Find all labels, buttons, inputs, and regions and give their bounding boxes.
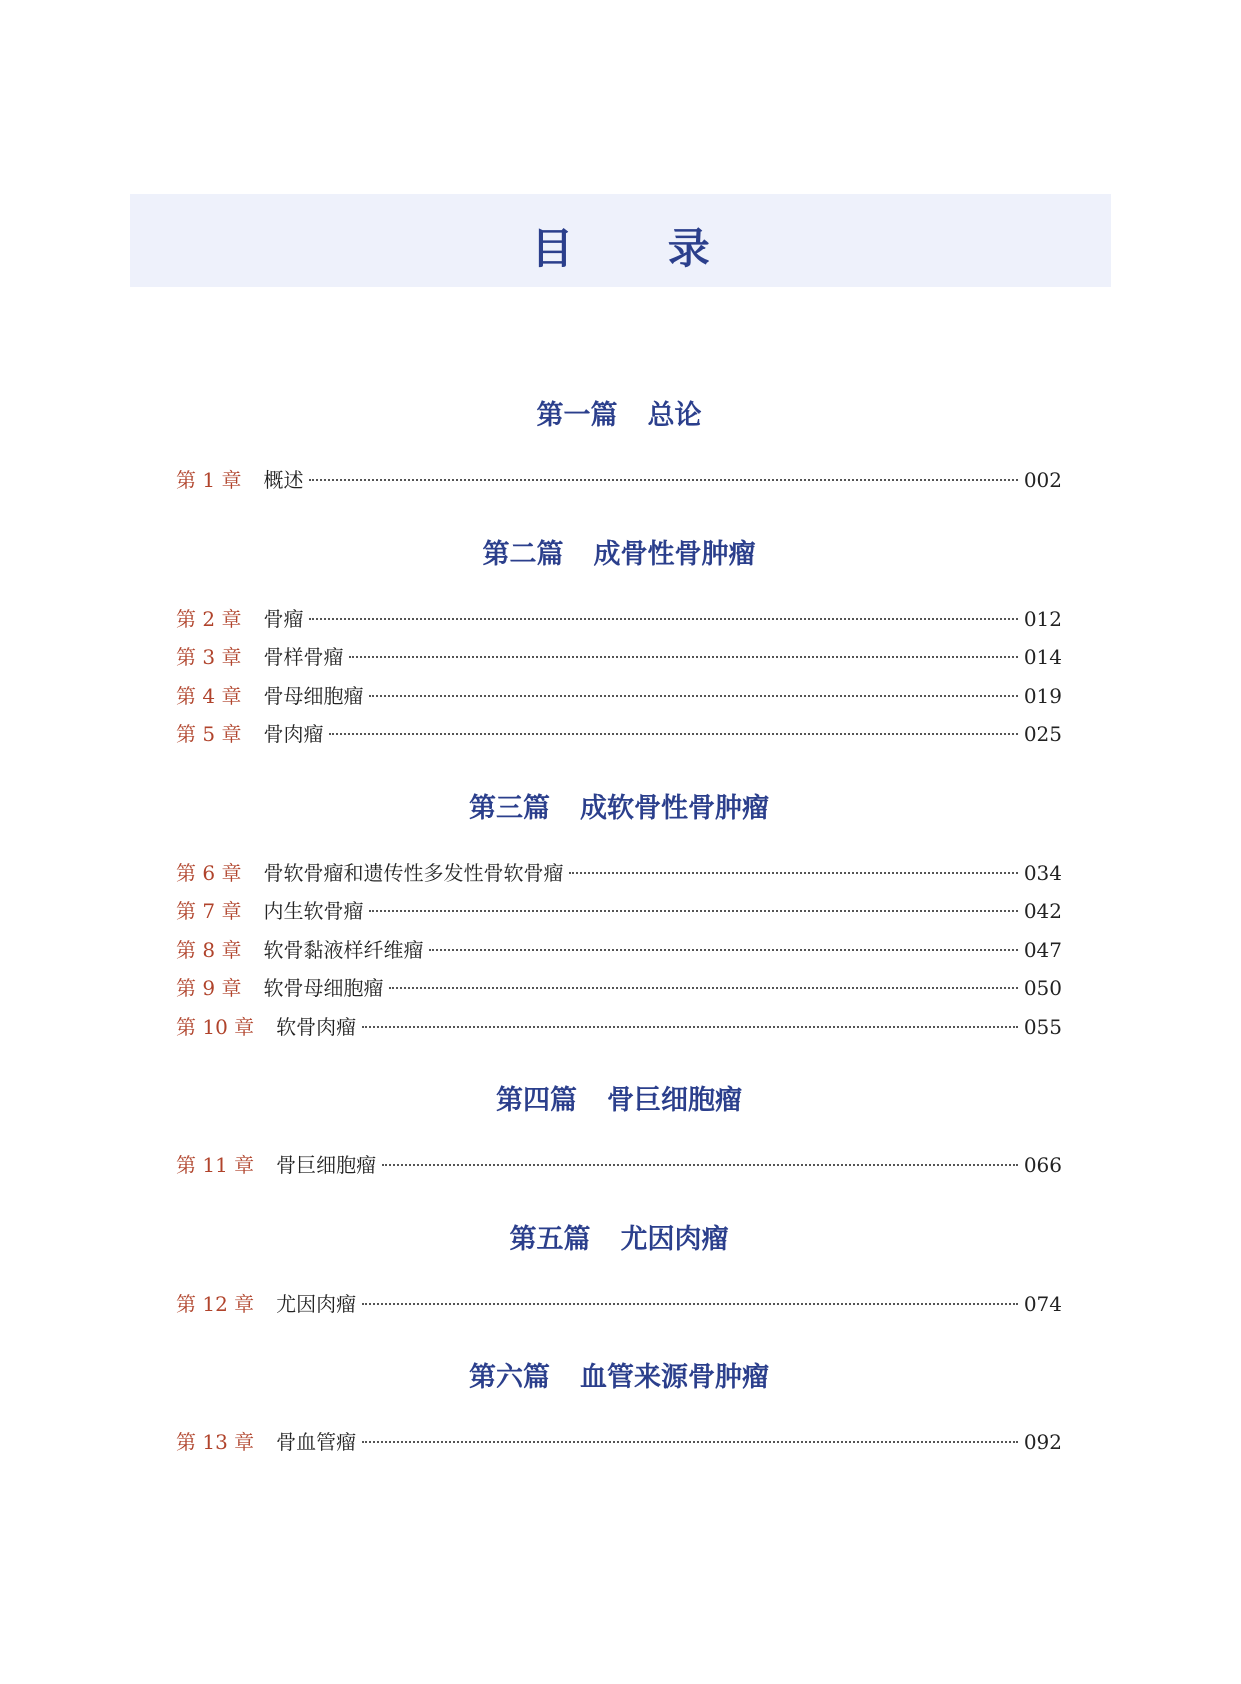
part-name: 成软骨性骨肿瘤 xyxy=(580,792,769,824)
toc-chapter-row[interactable] xyxy=(176,1008,1062,1047)
dot-leader xyxy=(349,656,1017,658)
page-number: 092 xyxy=(1023,1430,1062,1454)
page-number: 042 xyxy=(1023,899,1062,923)
dot-leader xyxy=(382,1164,1018,1166)
chapter-number: 第 12 章 xyxy=(176,1291,255,1316)
dot-leader xyxy=(329,733,1017,735)
chapter-number: 第 10 章 xyxy=(176,1014,255,1039)
part-label: 第一篇 xyxy=(536,400,618,431)
page-number: 014 xyxy=(1023,645,1062,669)
part-heading xyxy=(176,395,1062,437)
page-title: 目 录 xyxy=(531,224,750,273)
page-number: 047 xyxy=(1023,937,1062,962)
chapter-title: 概述 xyxy=(263,468,304,492)
page-number: 050 xyxy=(1023,976,1062,1000)
part-name: 总论 xyxy=(647,400,702,431)
part-label: 第四篇 xyxy=(496,1085,577,1116)
page-number: 002 xyxy=(1023,468,1062,492)
toc-chapter-row[interactable] xyxy=(176,638,1062,677)
page-number: 034 xyxy=(1023,860,1062,885)
toc-part xyxy=(176,754,1062,1047)
toc-chapter-row[interactable] xyxy=(176,969,1062,1008)
toc-part xyxy=(176,500,1062,754)
chapter-title: 软骨肉瘤 xyxy=(276,1014,357,1039)
page-number: 074 xyxy=(1023,1291,1062,1316)
page-number: 025 xyxy=(1023,722,1062,746)
toc-chapter-row[interactable] xyxy=(176,854,1062,893)
toc-part xyxy=(176,395,1062,500)
dot-leader xyxy=(309,618,1017,620)
page-number: 066 xyxy=(1023,1153,1062,1177)
toc-chapter-row[interactable] xyxy=(176,931,1062,970)
part-heading xyxy=(176,1080,1062,1122)
chapter-number: 第 3 章 xyxy=(176,645,242,669)
chapter-number: 第 2 章 xyxy=(176,606,242,631)
dot-leader xyxy=(369,695,1017,697)
chapter-title: 骨巨细胞瘤 xyxy=(276,1153,377,1177)
part-name: 尤因肉瘤 xyxy=(620,1223,729,1255)
toc-chapter-row[interactable] xyxy=(176,1285,1062,1324)
chapter-number: 第 9 章 xyxy=(176,976,242,1000)
page-number: 019 xyxy=(1023,683,1062,708)
part-heading xyxy=(176,788,1062,830)
part-name: 成骨性骨肿瘤 xyxy=(593,538,756,570)
chapter-title: 内生软骨瘤 xyxy=(263,899,364,923)
chapter-number: 第 6 章 xyxy=(176,860,242,885)
chapter-number: 第 13 章 xyxy=(176,1430,255,1454)
chapter-title: 骨肉瘤 xyxy=(263,722,324,746)
page-number: 012 xyxy=(1023,606,1062,631)
part-name: 骨巨细胞瘤 xyxy=(607,1085,742,1116)
toc-chapter-row[interactable] xyxy=(176,1423,1062,1462)
part-heading xyxy=(176,1219,1062,1261)
dot-leader xyxy=(362,1303,1018,1305)
dot-leader xyxy=(362,1441,1018,1443)
part-name: 血管来源骨肿瘤 xyxy=(580,1362,769,1393)
toc-part xyxy=(176,1323,1062,1462)
part-label: 第二篇 xyxy=(482,538,564,570)
part-heading xyxy=(176,534,1062,576)
chapter-title: 尤因肉瘤 xyxy=(276,1291,357,1316)
dot-leader xyxy=(429,949,1017,951)
toc-chapter-row[interactable] xyxy=(176,461,1062,500)
part-label: 第六篇 xyxy=(469,1362,550,1393)
table-of-contents xyxy=(176,395,1062,1462)
chapter-number: 第 11 章 xyxy=(176,1153,255,1177)
part-label: 第五篇 xyxy=(509,1223,591,1255)
chapter-number: 第 4 章 xyxy=(176,683,242,708)
chapter-title: 骨样骨瘤 xyxy=(263,645,344,669)
toc-part xyxy=(176,1046,1062,1185)
chapter-title: 软骨母细胞瘤 xyxy=(263,976,384,1000)
chapter-number: 第 7 章 xyxy=(176,899,242,923)
dot-leader xyxy=(369,910,1017,912)
toc-chapter-row[interactable] xyxy=(176,715,1062,754)
part-heading xyxy=(176,1357,1062,1399)
toc-part xyxy=(176,1185,1062,1324)
page-number: 055 xyxy=(1023,1014,1062,1039)
dot-leader xyxy=(389,987,1017,989)
dot-leader xyxy=(362,1026,1018,1028)
chapter-title: 骨瘤 xyxy=(263,606,304,631)
dot-leader xyxy=(569,872,1017,874)
toc-chapter-row[interactable] xyxy=(176,600,1062,639)
chapter-title: 骨血管瘤 xyxy=(276,1430,357,1454)
chapter-number: 第 5 章 xyxy=(176,722,242,746)
chapter-title: 骨软骨瘤和遗传性多发性骨软骨瘤 xyxy=(263,860,564,885)
toc-chapter-row[interactable] xyxy=(176,1146,1062,1185)
chapter-title: 骨母细胞瘤 xyxy=(263,683,364,708)
title-band xyxy=(130,194,1111,287)
chapter-number: 第 8 章 xyxy=(176,937,242,962)
part-label: 第三篇 xyxy=(469,792,550,824)
toc-chapter-row[interactable] xyxy=(176,677,1062,716)
chapter-title: 软骨黏液样纤维瘤 xyxy=(263,937,424,962)
toc-chapter-row[interactable] xyxy=(176,892,1062,931)
chapter-number: 第 1 章 xyxy=(176,468,242,492)
dot-leader xyxy=(309,479,1017,481)
